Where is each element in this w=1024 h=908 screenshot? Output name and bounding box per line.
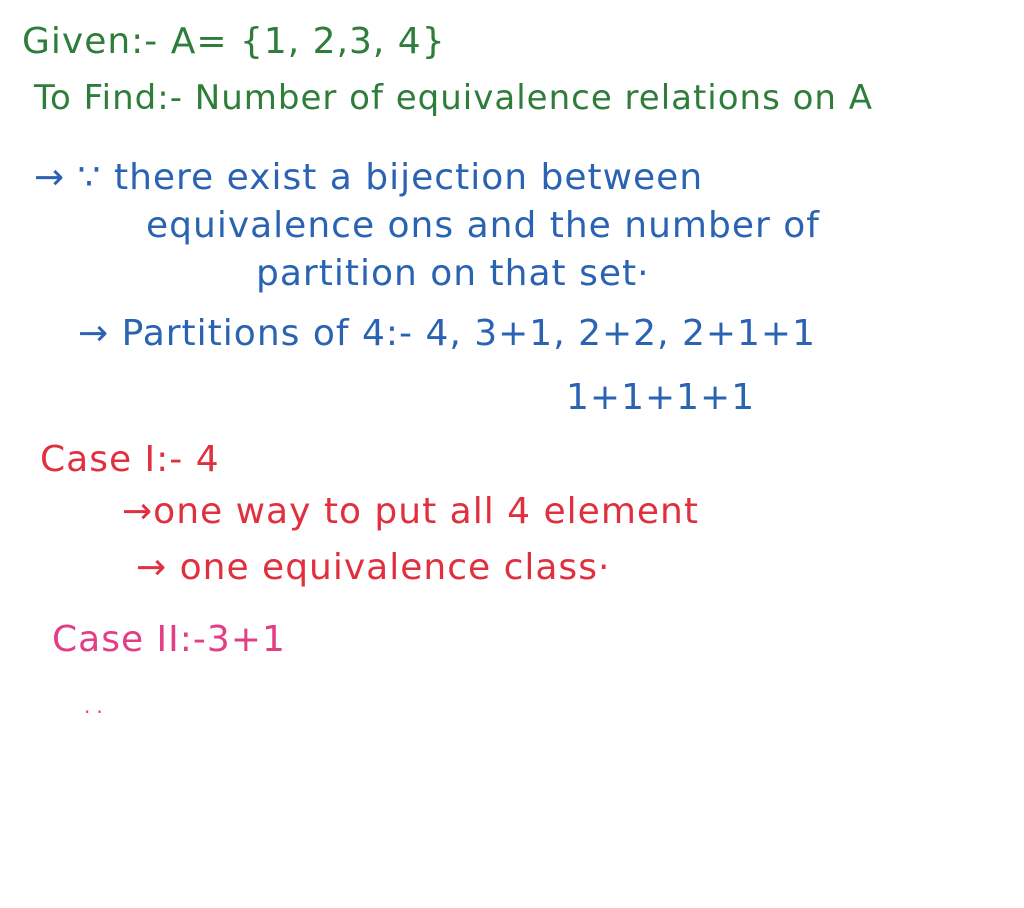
bijection-line-2: equivalence ons and the number of <box>146 205 820 246</box>
case-1-title: Case I:- 4 <box>40 439 220 480</box>
case-2-title: Case II:-3+1 <box>52 619 286 660</box>
to-find-line: To Find:- Number of equivalence relations on A <box>34 78 874 118</box>
partitions-line-1: → Partitions of 4:- 4, 3+1, 2+2, 2+1+1 <box>78 313 816 354</box>
given-line: Given:- A= {1, 2,3, 4} <box>22 21 446 62</box>
bijection-line-1: → ∵ there exist a bijection between <box>34 157 704 198</box>
case-1-line-1: →one way to put all 4 element <box>122 491 699 532</box>
case-1-line-2: → one equivalence class· <box>136 547 611 588</box>
partitions-line-2: 1+1+1+1 <box>566 377 756 418</box>
bijection-line-3: partition on that set· <box>256 253 650 294</box>
case-2-trail: ·· <box>84 700 109 724</box>
